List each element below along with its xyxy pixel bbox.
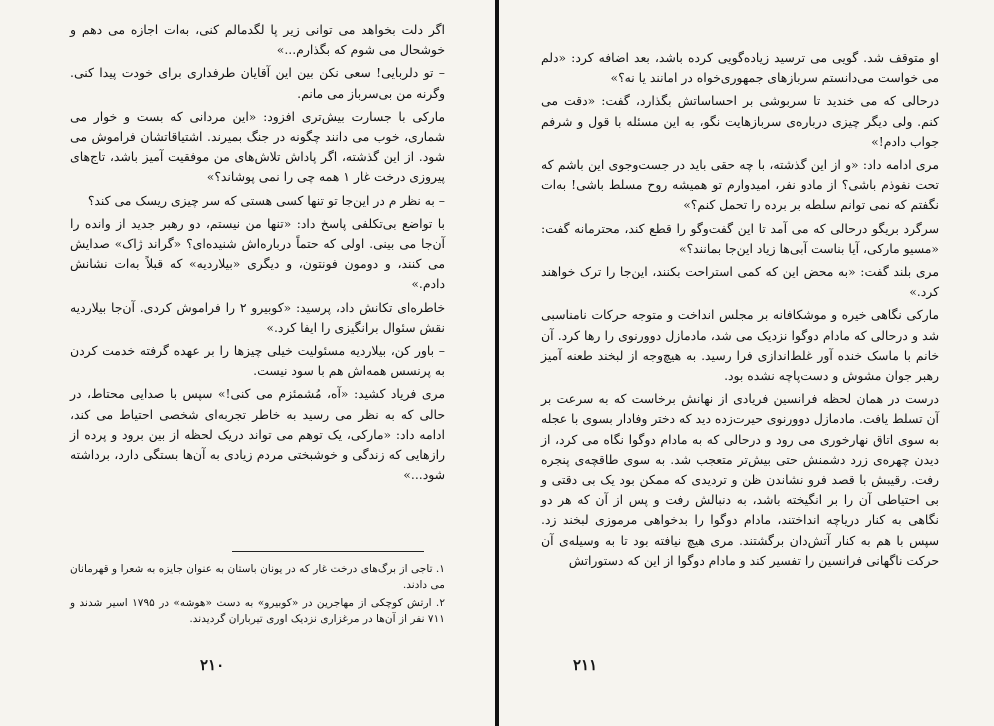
left-page: [0, 0, 495, 726]
paragraph: – به نظر م در این‌جا تو تنها کسی هستی که سر چیزی ریسک می کند؟: [87, 192, 445, 208]
right-page: [499, 0, 994, 726]
paragraph: – تو دلربایی! سعی نکن بین این آقایان طرفداری برای خودت پیدا کنی. وگرنه من بی‌سرباز می مانم.: [70, 65, 445, 101]
left-page-body: [70, 20, 445, 488]
paragraph: مری فریاد کشید: «آه، مُشمئزم می کنی!» سپس با صدایی محتاط، در حالی که به نظر می رسید به خاطر تجربه‌ای شخصی احتیاط می کند، ادامه داد: «مارکی، یک توهم می تواند دریک لحظه از بین برود و پرده از رازهایی که زندگی و خوشبختی مردم زیادی به آن‌ها بستگی دارد، برداشته شود...»: [70, 386, 445, 483]
page-number-left: ۲۱۰: [200, 656, 225, 674]
paragraph: مری ادامه داد: «و از این گذشته، با چه حقی باید در جست‌وجوی این باشم که تحت نفوذم باشی؟ از مادو نفر، امیدوارم تو همیشه روح مسلط باشی! به‌ات نگفتم که نمی توانم سلطه بر برده را تحمل کنم؟»: [541, 157, 939, 213]
footnote: ۲. ارتش کوچکی از مهاجرین در «کوبیرو» به دست «هوشه» در ۱۷۹۵ اسیر شدند و ۷۱۱ نفر از آن‌ها در مرغزاری نزدیک اوری تیرباران گردیدند.: [70, 597, 446, 625]
paragraph: سرگرد بریگو درحالی که می آمد تا این گفت‌وگو را قطع کند، محترمانه گفت: «مسیو مارکی، آیا بناست آبی‌ها زیاد این‌جا بمانند؟»: [541, 220, 939, 256]
paragraph: او متوقف شد. گویی می ترسید زیاده‌گویی کرده باشد، بعد اضافه کرد: «دلم می خواست می‌دانستم سربازهای جمهوری‌خواه در امانند یا نه؟»: [541, 50, 939, 86]
paragraph: – باور کن، بیلاردیه مسئولیت خیلی چیزها را بر عهده گرفته خدمت کردن به پرنسس همه‌اش هم با سود نیست.: [70, 343, 445, 379]
right-page-body: [541, 48, 939, 574]
paragraph: مارکی نگاهی خیره و موشکافانه بر مجلس انداخت و متوجه حرکات نامناسبی شد و درحالی که مادام دوگوا نزدیک می شد، مادمازل دوورنوی را رها کرد. آن خانم با ماسک خنده آور غلط‌اندازی فرا رسید. به هیچ‌وجه از لبخند طعنه آمیز رهبر جوان مشوش و دست‌پاچه نشده بود.: [541, 307, 939, 384]
paragraph: خاطره‌ای تکانش داد، پرسید: «کوبیرو ۲ را فراموش کردی. آن‌جا بیلاردیه نقش سئوال برانگیزی را ایفا کرد.»: [70, 299, 445, 335]
paragraph: اگر دلت بخواهد می توانی زیر پا لگدمالم کنی، به‌ات اجازه می دهم و خوشحال می شوم که بگذارم...»: [70, 22, 445, 58]
page-number-right: ۲۱۱: [573, 656, 598, 674]
paragraph: مری بلند گفت: «به محض این که کمی استراحت بکنند، این‌جا را ترک خواهند کرد.»: [541, 264, 939, 300]
footnote: ۱. تاجی از برگ‌های درخت غار که در یونان باستان به عنوان جایزه به شعرا و قهرمانان می دادند.: [70, 563, 445, 591]
footnotes: [70, 561, 445, 629]
paragraph: مارکی با جسارت بیش‌تری افزود: «این مردانی که بست و خوار می شماری، خوب می دانند چگونه در جنگ بمیرند. اشتیاقاتشان فراموش می شود. از این گذشته، اگر پاداش تلاش‌های من موفقیت آمیز باشد، تاج‌های پیروزی درخت غار ۱ همه چی را نمی پوشاند؟»: [70, 108, 445, 185]
paragraph: درحالی که می خندید تا سربوشی بر احساساتش بگذارد، گفت: «دقت می کنم. ولی دیگر چیزی درباره‌ی سربازهایت نگو، به این مسئله با قول و شرفم جواب دادم!»: [541, 93, 939, 149]
footnote-divider: [232, 551, 424, 552]
paragraph: درست در همان لحظه فرانسین فریادی از نهانش برخاست که به سرعت بر آن تسلط یافت. مادمازل دوورنوی حیرت‌زده دید که دختر وفادار بسوی با عجله به سوی اتاق نهارخوری می رود و درحالی که به مادام دوگوا نگاه می کرد، از دیدن چهره‌ی زرد دشمنش حتی بیش‌تر متعجب شد. به سوی طاقچه‌ی پنجره رفت. رقیبش با قصد فرو نشاندن ظن و تردیدی که ممکن بود یک بی دقتی و بی احتیاطی آن را بر انگیخته باشد، به دنبالش رفت و پس از آن که هر دو نگاهی به کنار دریاچه انداختند، مادام دوگوا را بدخواهی مرموزی لبخند زد. سپس با هم به کنار آتش‌دان برگشتند. مری هیچ نیافته بود تا به وسیله‌ی آن حرکت ناگهانی فرانسین را تفسیر کند و مادام دوگوا از این که دستوراتش: [540, 391, 939, 568]
paragraph: با تواضع بی‌تکلفی پاسخ داد: «تنها من نیستم، دو رهبر جدید از وانده را آن‌جا می بینی. اولی که حتماً درباره‌اش شنیده‌ای؟ «گراند ژاک» صدایش می کنند، و دومون فونتون، و دیگری «بیلاردیه» که قبلاً به‌ات نشانش دادم.»: [70, 215, 445, 292]
